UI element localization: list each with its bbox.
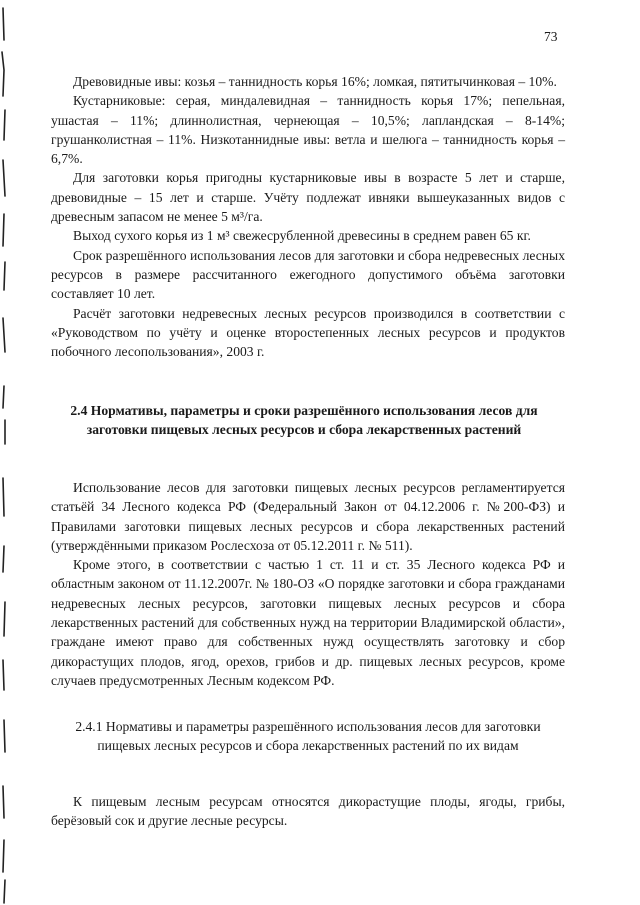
subsection-heading: 2.4.1 Нормативы и параметры разрешённого использования лесов для заготовки пищевых лесных ресурсов и сбора лекарственных растений по их видам xyxy=(75,719,541,753)
text-block-willow-bark xyxy=(51,72,565,361)
paragraph: Для заготовки корья пригодны кустарниковые ивы в возрасте 5 лет и старше, древовидные – 15 лет и старше. Учёту подлежат ивняки вышеуказанных видов с древесным запасом не менее 5 м³/га. xyxy=(51,170,565,225)
paragraph: Выход сухого корья из 1 м³ свежесрубленной древесины в среднем равен 65 кг. xyxy=(73,228,531,244)
page-number: 73 xyxy=(544,29,558,44)
paragraph: Кроме этого, в соответствии с частью 1 ст. 11 и ст. 35 Лесного кодекса РФ и областным законом от 11.12.2007г. № 180-ОЗ «О порядке заготовки и сбора гражданами недревесных лесных ресурсов, заготовки пищевых лесных ресурсов и сбора лекарственных растений для собственных нужд на территории Владимирской области», граждане имеют право для собственных нужд осуществлять заготовку и сбор дикорастущих плодов, ягод, орехов, грибов и др. пищевых лесных ресурсов, кроме случаев предусмотренных Лесным кодексом РФ. xyxy=(51,557,565,688)
paragraph: Древовидные ивы: козья – таннидность корья 16%; ломкая, пятитычинковая – 10%. xyxy=(73,74,557,89)
paragraph: К пищевым лесным ресурсам относятся дикорастущие плоды, ягоды, грибы, берёзовый сок и другие лесные ресурсы. xyxy=(51,794,565,829)
paragraph: Использование лесов для заготовки пищевых лесных ресурсов регламентируется статьёй 34 Лесного кодекса РФ (Федеральный Закон от 04.12.2006 г. №200-ФЗ) и Правилами заготовки пищевых лесных ресурсов и сбора лекарственных растений (утверждёнными приказом Рослесхоза от 05.12.2011 г. № 511). xyxy=(51,480,565,553)
paragraph: Срок разрешённого использования лесов для заготовки и сбора недревесных лесных ресурсов в размере рассчитанного ежегодного допустимого объёма заготовки составляет 10 лет. xyxy=(51,247,565,302)
text-block-food-resources xyxy=(51,478,565,690)
section-heading: 2.4 Нормативы, параметры и сроки разрешённого использования лесов для заготовки пищевых лесных ресурсов и сбора лекарственных растений xyxy=(70,403,538,437)
paragraph: Расчёт заготовки недревесных лесных ресурсов производился в соответствии с «Руководством по учёту и оценке второстепенных лесных ресурсов и продуктов побочного лесопользования», 2003 г. xyxy=(51,305,565,360)
paragraph: Кустарниковые: серая, миндалевидная – таннидность корья 17%; пепельная, ушастая – 11%; длиннолистная, чернеющая – 10,5%; лапландская – 8-14%; грушанколистная – 11%. Низкотаннидные ивы: ветла и шелюга – таннидность корья – 6,7%. xyxy=(51,93,565,167)
scan-binding-edge xyxy=(0,0,14,905)
text-block-food-resource-types xyxy=(51,792,565,831)
